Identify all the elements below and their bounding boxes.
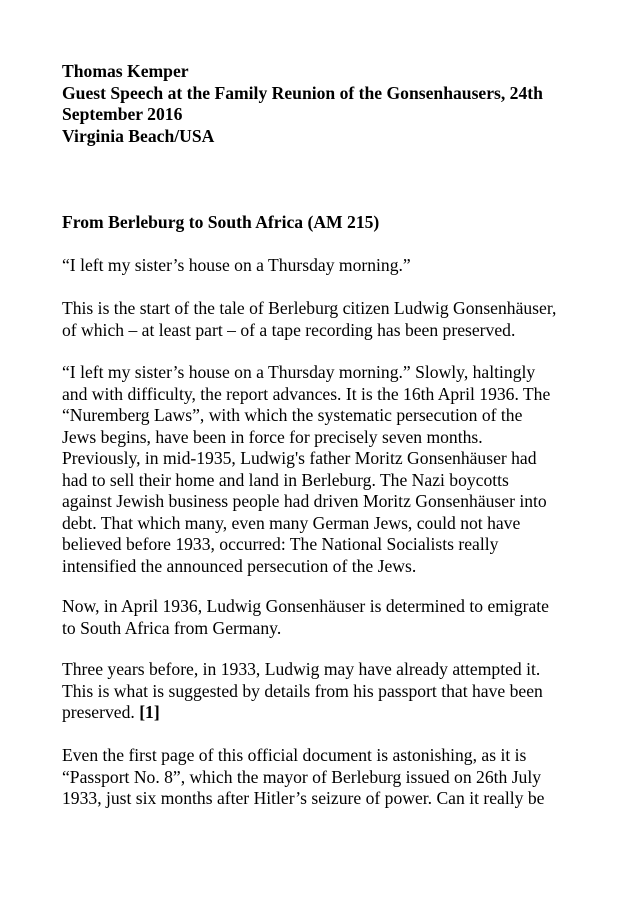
speech-title-line-2: September 2016 [62, 104, 183, 124]
paragraph-line: believed before 1933, occurred: The National Socialists really [62, 534, 499, 554]
paragraph-line: Jews begins, have been in force for precisely seven months. [62, 426, 483, 447]
paragraph-6 [62, 745, 622, 810]
paragraph-line: Three years before, in 1933, Ludwig may have already attempted it. [62, 659, 541, 679]
paragraph-line: debt. That which many, even many German Jews, could not have [62, 512, 521, 533]
paragraph-line: “I left my sister’s house on a Thursday morning.” Slowly, haltingly [62, 362, 536, 382]
paragraph-line: 1933, just six months after Hitler’s seizure of power. Can it really be [62, 788, 545, 808]
paragraph-line: preserved. [62, 702, 135, 722]
paragraph-line: to South Africa from Germany. [62, 617, 282, 638]
speech-location: Virginia Beach/USA [62, 125, 215, 146]
paragraph-line: “Nuremberg Laws”, with which the systematic persecution of the [62, 405, 523, 425]
section-title: From Berleburg to South Africa (AM 215) [62, 212, 380, 232]
paragraph-line: This is the start of the tale of Berleburg citizen Ludwig Gonsenhäuser, [62, 298, 557, 318]
paragraph-line: had to sell their home and land in Berleburg. The Nazi boycotts [62, 469, 509, 490]
speech-title-line-1: Guest Speech at the Family Reunion of the Gonsenhausers, 24th [62, 82, 543, 103]
paragraph-line: intensified the announced persecution of the Jews. [62, 555, 417, 576]
paragraph-line: Previously, in mid-1935, Ludwig's father Moritz Gonsenhäuser had [62, 448, 537, 468]
paragraph-line-with-reference [62, 702, 622, 724]
paragraph-1 [62, 255, 622, 277]
author-name: Thomas Kemper [62, 61, 189, 81]
paragraph-line: Even the first page of this official document is astonishing, as it is [62, 745, 527, 765]
paragraph-2 [62, 298, 622, 341]
paragraph-line: “Passport No. 8”, which the mayor of Berleburg issued on 26th July [62, 766, 542, 787]
paragraph-5 [62, 659, 622, 724]
paragraph-3 [62, 362, 622, 577]
footnote-reference[interactable]: [1] [139, 702, 160, 722]
paragraph-line: of which – at least part – of a tape recording has been preserved. [62, 319, 516, 340]
paragraph-line: “I left my sister’s house on a Thursday morning.” [62, 255, 411, 275]
paragraph-line: Now, in April 1936, Ludwig Gonsenhäuser is determined to emigrate [62, 596, 549, 616]
paragraph-line: This is what is suggested by details from his passport that have been [62, 680, 543, 701]
paragraph-line: against Jewish business people had driven Moritz Gonsenhäuser into [62, 491, 547, 511]
paragraph-line: and with difficulty, the report advances. It is the 16th April 1936. The [62, 383, 551, 404]
paragraph-4 [62, 596, 622, 639]
document-header [62, 61, 582, 147]
